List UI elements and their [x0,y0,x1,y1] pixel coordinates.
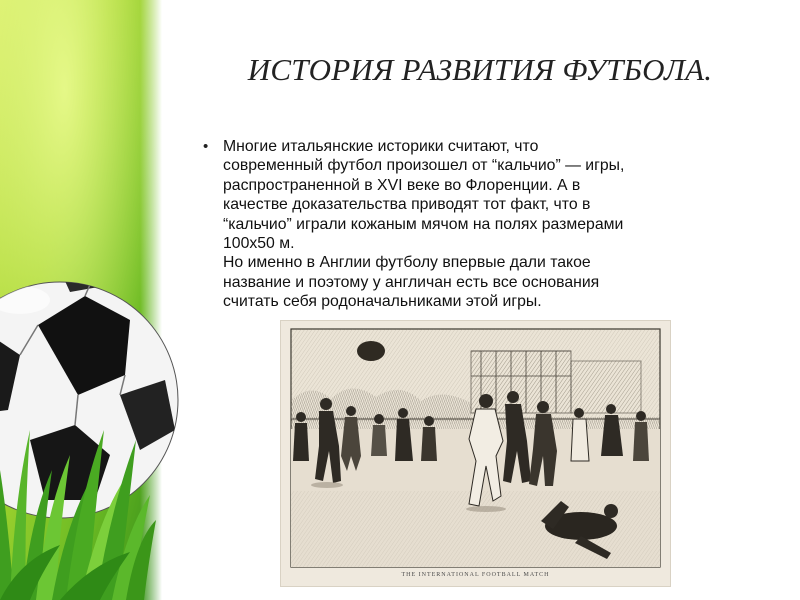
paragraph-line: “кальчио” играли кожаным мячом на полях размерами [223,215,624,233]
football-match-engraving [281,321,670,586]
engraving-artwork [281,321,670,586]
paragraph-line: распространенной в XVI веке во Флоренции. А в [223,176,581,194]
bullet-marker: • [203,138,209,155]
paragraph-line: современный футбол произошел от “кальчио” — игры, [223,157,625,175]
paragraph-line: название и поэтому у англичан есть все основания [223,273,600,291]
paragraph-line: качестве доказательства приводят тот факт, что в [223,196,591,214]
paragraph-line: Многие итальянские историки считают, что [223,138,539,155]
left-decoration [0,0,200,600]
football-ball [357,341,385,361]
bullet-paragraph [203,137,763,312]
image-caption: THE INTERNATIONAL FOOTBALL MATCH [401,572,550,578]
slide-title: ИСТОРИЯ РАЗВИТИЯ ФУТБОЛА. [247,52,713,87]
green-background-art [0,0,200,600]
paragraph-line: 100х50 м. [223,235,295,253]
paragraph-text [223,137,763,312]
paragraph-line: Но именно в Англии футболу впервые дали такое [223,254,591,272]
paragraph-line: считать себя родоначальниками этой игры. [223,293,542,311]
